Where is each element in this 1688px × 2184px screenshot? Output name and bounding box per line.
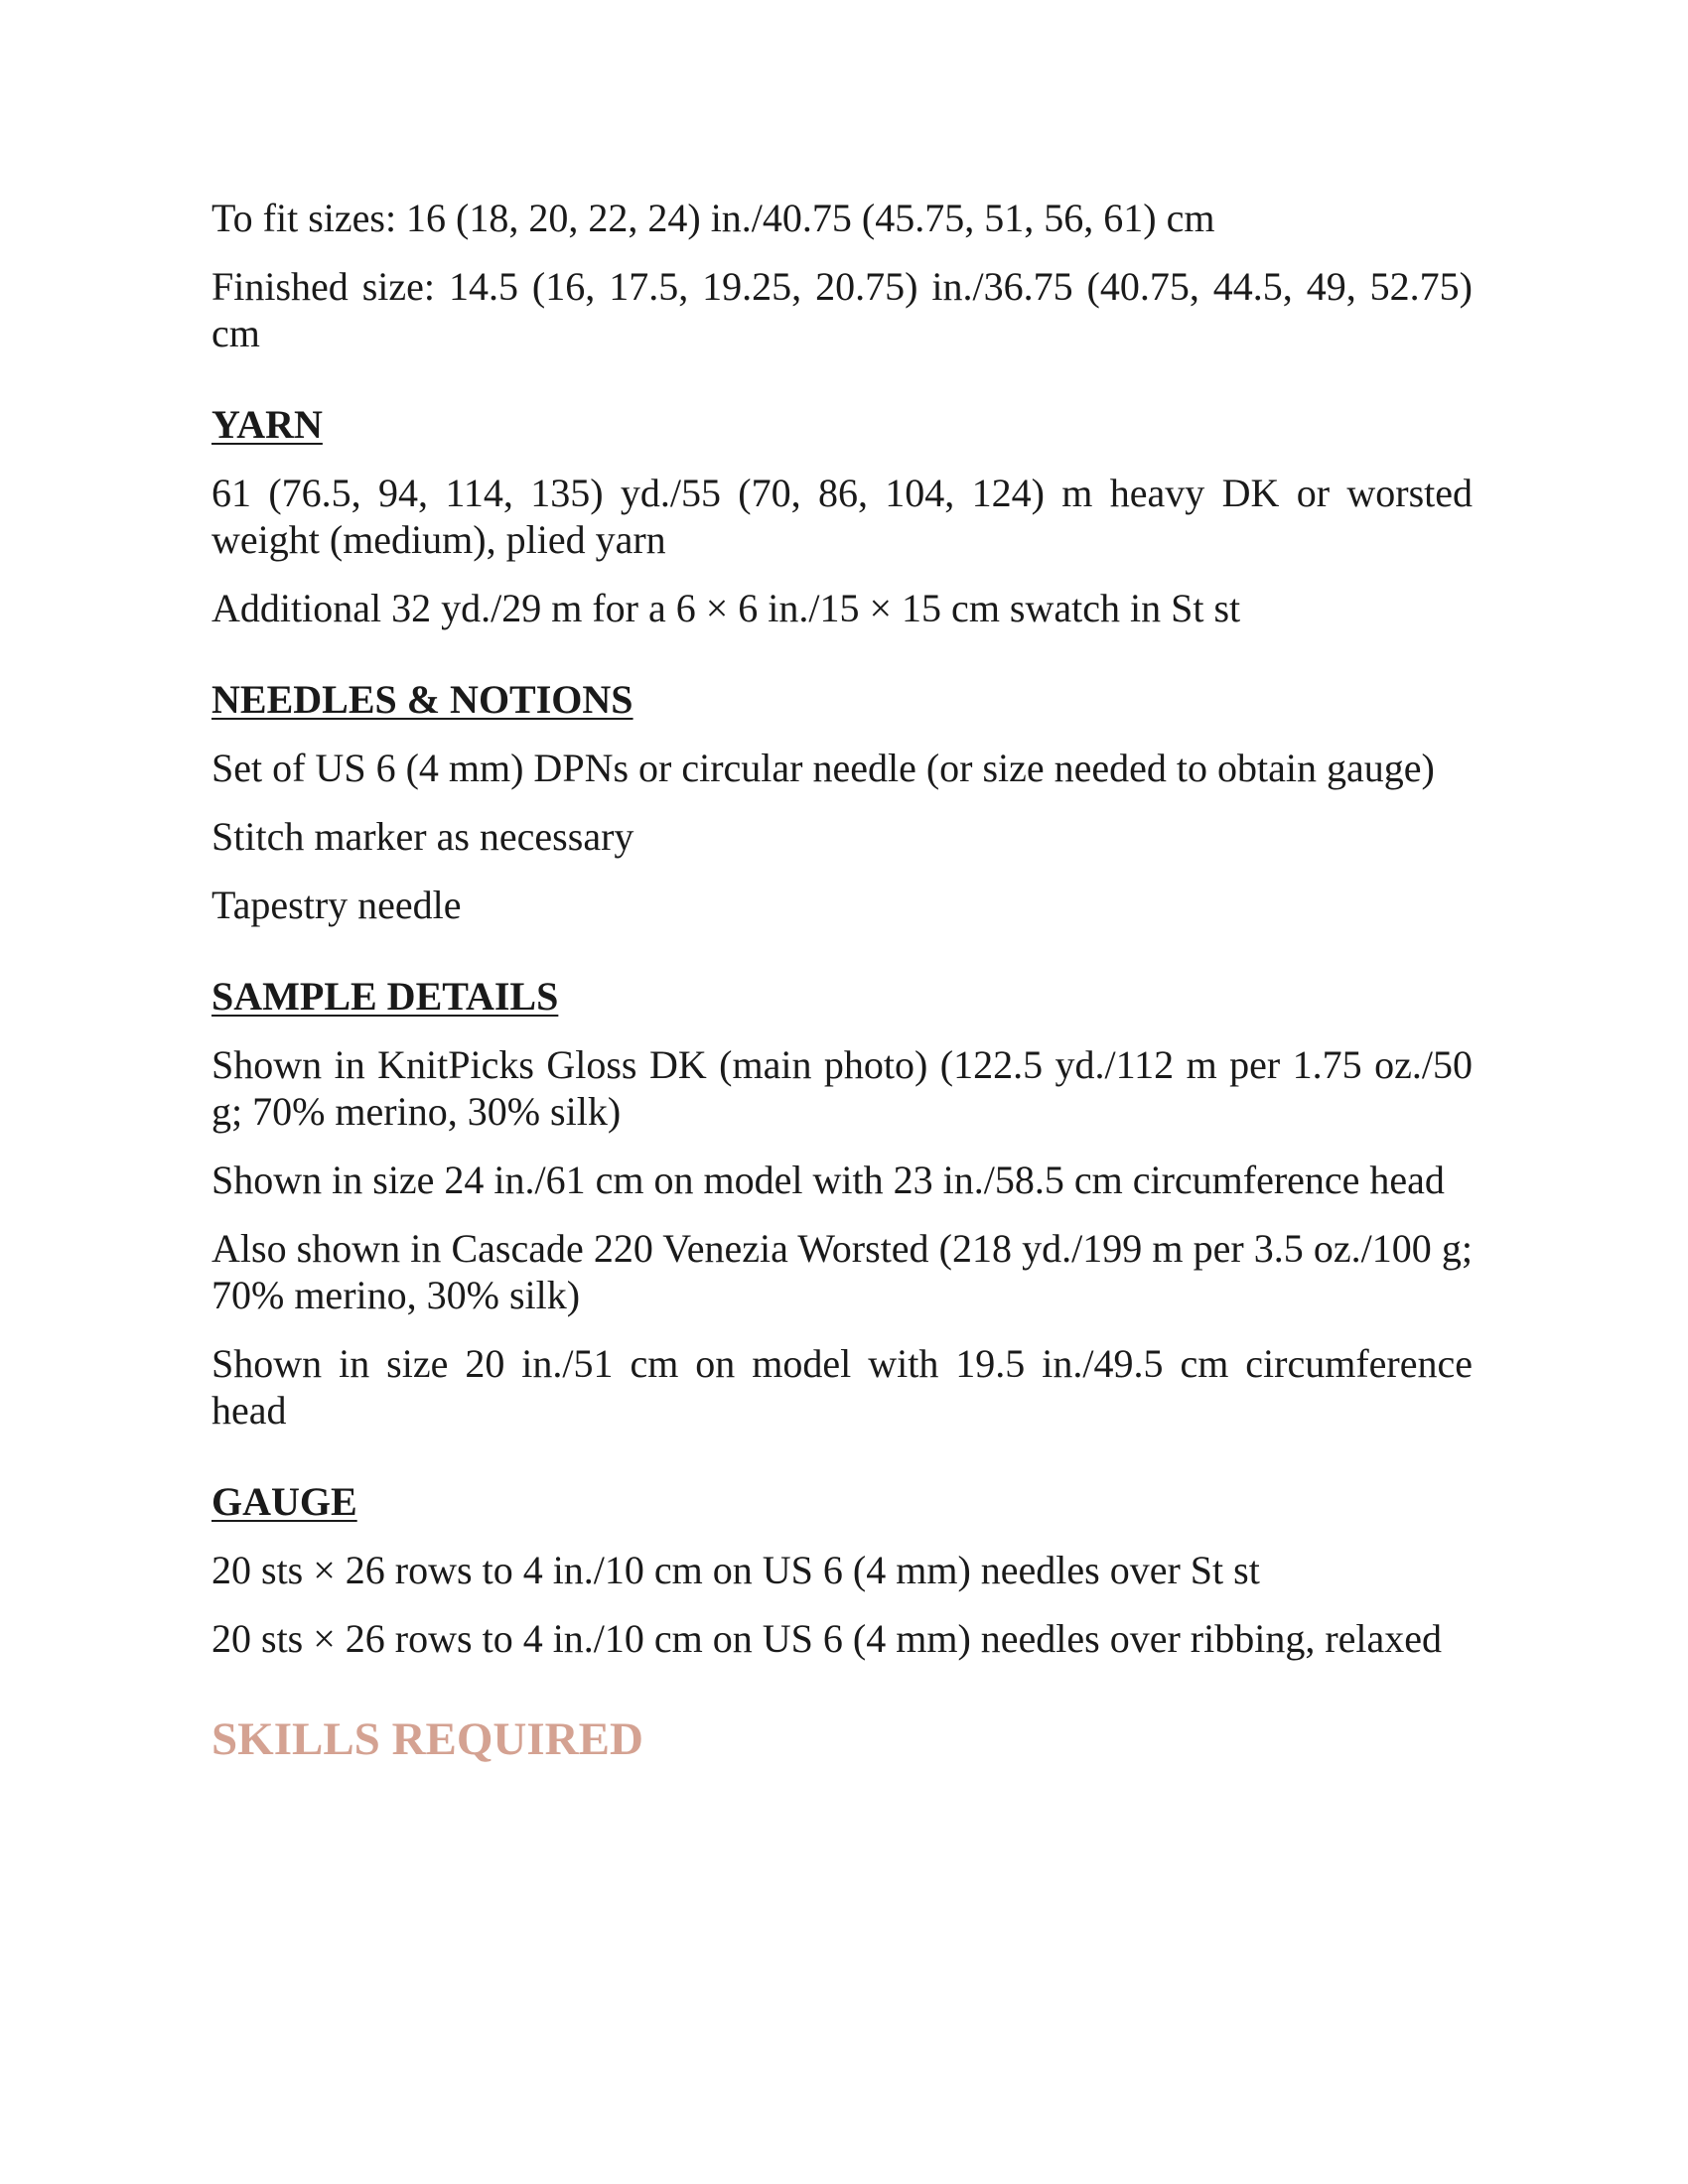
sample-detail: Shown in KnitPicks Gloss DK (main photo) (122.5 yd./112 m per 1.75 oz./50 g; 70% merino, 30% silk)	[211, 1042, 1473, 1134]
needles-item: Set of US 6 (4 mm) DPNs or circular needle (or size needed to obtain gauge)	[211, 746, 1435, 790]
to-fit-sizes: To fit sizes: 16 (18, 20, 22, 24) in./40.75 (45.75, 51, 56, 61) cm	[211, 196, 1215, 240]
sample-detail: Shown in size 20 in./51 cm on model with 19.5 in./49.5 cm circumference head	[211, 1341, 1473, 1433]
sample-detail: Shown in size 24 in./61 cm on model with 23 in./58.5 cm circumference head	[211, 1158, 1445, 1202]
sample-detail: Also shown in Cascade 220 Venezia Worsted (218 yd./199 m per 3.5 oz./100 g; 70% merino, 30% silk)	[211, 1226, 1473, 1317]
sample-details-heading: SAMPLE DETAILS	[211, 974, 559, 1019]
gauge-ribbing: 20 sts × 26 rows to 4 in./10 cm on US 6 (4 mm) needles over ribbing, relaxed	[211, 1616, 1443, 1661]
gauge-heading: GAUGE	[211, 1479, 357, 1524]
yarn-amount: 61 (76.5, 94, 114, 135) yd./55 (70, 86, 104, 124) m heavy DK or worsted weight (medium), plied yarn	[211, 471, 1473, 562]
stitch-marker-item: Stitch marker as necessary	[211, 814, 634, 859]
gauge-st-st: 20 sts × 26 rows to 4 in./10 cm on US 6 (4 mm) needles over St st	[211, 1548, 1260, 1592]
document-page	[211, 195, 1473, 1767]
yarn-swatch: Additional 32 yd./29 m for a 6 × 6 in./15 × 15 cm swatch in St st	[211, 586, 1241, 630]
tapestry-needle-item: Tapestry needle	[211, 883, 462, 927]
skills-required-heading: SKILLS REQUIRED	[211, 1713, 643, 1765]
yarn-heading: YARN	[211, 402, 323, 447]
needles-heading: NEEDLES & NOTIONS	[211, 677, 633, 722]
finished-size: Finished size: 14.5 (16, 17.5, 19.25, 20.75) in./36.75 (40.75, 44.5, 49, 52.75) cm	[211, 264, 1473, 355]
